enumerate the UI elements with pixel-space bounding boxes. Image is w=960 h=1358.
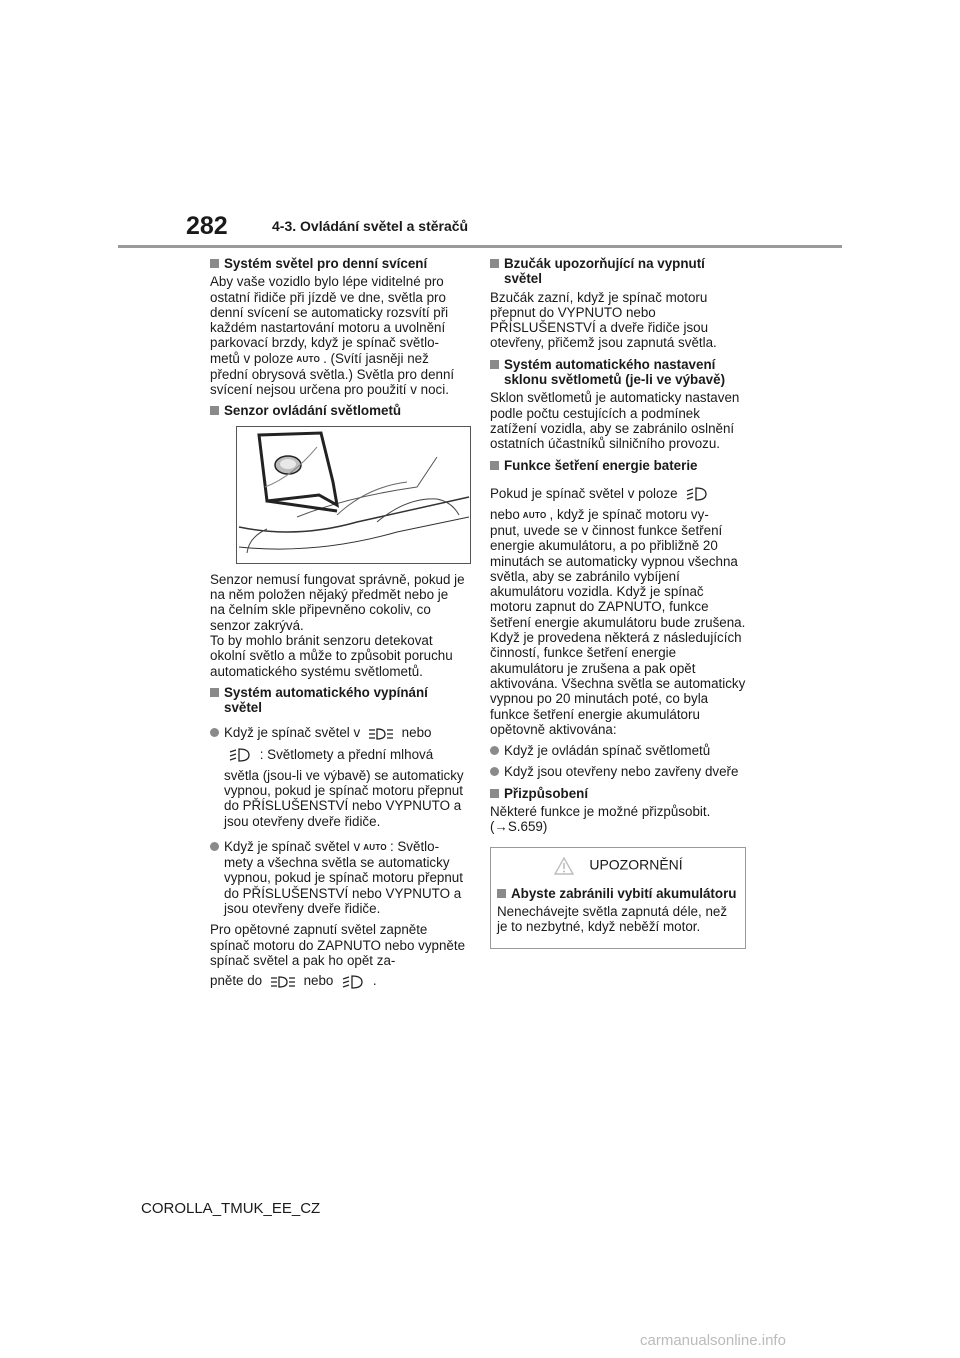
section-heading: Senzor ovládání světlometů xyxy=(210,403,466,418)
list-item: Když je spínač světel v AUTO : Světlo- mety a všechna světla se automaticky vypnou, pokud je spínač motoru přepnut do PŘÍSLUŠENSTVÍ nebo VYPNUTO a jsou otevřeny dveře řidiče. xyxy=(210,839,466,916)
auto-icon: AUTO xyxy=(363,842,387,852)
paragraph: Aby vaše vozidlo bylo lépe viditelné pro ostatní řidiče při jízdě ve dne, světla pro denní svícení se automaticky rozsvítí při každém nastartování motoru a uvolnění parkovací brzdy, když je spínač světlo- metů v poloze AUTO . (Svítí jasněji než přední obrysová světla.) Světla pro denní svícení nejsou určena pro použití v noci. xyxy=(210,274,455,398)
paragraph: Bzučák zazní, když je spínač motoru přepnut do VYPNUTO nebo PŘÍSLUŠENSTVÍ a dveře řidiče jsou otevřeny, přičemž jsou zapnutá světla. xyxy=(490,289,717,351)
low-beam-icon xyxy=(684,486,710,502)
list-item: Když jsou otevřeny nebo zavřeny dveře xyxy=(490,764,746,779)
paragraph: Pokud je spínač světel v poloze nebo AUTO , když je spínač motoru vy- pnut, uvede se v činnost funkce šetření energie akumulátoru, a po přibližně 20 minutách se automaticky vypnou všechna světla, aby se zabránilo vybíjení akumulátoru vozidla. Když je spínač motoru zapnut do ZAPNUTO, funkce šetření energie akumulátoru bude zrušena. Když je provedena některá z následujících činností, funkce šetření energie akumulátoru je zrušena a pak opět aktivována. Všechna světla se automaticky vypnou po 20 minutách poté, co byla funkce šetření energie akumulátoru opětovně aktivována: xyxy=(490,485,746,737)
paragraph: Senzor nemusí fungovat správně, pokud je na něm položen nějaký předmět nebo je na čelním skle připevněno cokoliv, co senzor zakrývá. xyxy=(210,571,465,633)
paragraph: Některé funkce je možné přizpůsobit. (→S.659) xyxy=(490,804,711,835)
windshield-sensor-illustration xyxy=(236,426,471,564)
page-reference-link[interactable]: (→S.659) xyxy=(490,819,548,835)
caution-heading: Abyste zabránili vybití akumulátoru xyxy=(497,886,739,901)
footer-code: COROLLA_TMUK_EE_CZ xyxy=(141,1200,321,1217)
paragraph: To by mohlo bránit senzoru detekovat okolní světlo a může to způsobit poruchu automatického systému světlometů. xyxy=(210,632,453,679)
auto-icon: AUTO xyxy=(296,354,321,364)
caution-text: Nenechávejte světla zapnutá déle, než je to nezbytné, když neběží motor. xyxy=(497,903,728,935)
low-beam-icon xyxy=(340,974,366,990)
section-heading: Systém automatického nastavení sklonu světlometů (je-li ve výbavě) xyxy=(490,357,746,388)
chapter-title: 4-3. Ovládání světel a stěračů xyxy=(272,218,469,234)
section-heading: Bzučák upozorňující na vypnutí světel xyxy=(490,256,746,287)
auto-icon: AUTO xyxy=(522,510,547,520)
paragraph: Sklon světlometů je automaticky nastaven podle počtu cestujících a podmínek zatížení vozidla, aby se zabránilo oslnění ostatních účastníků silničního provozu. xyxy=(490,390,740,452)
header-rule xyxy=(118,245,842,248)
list-item: Když je spínač světel v nebo : Světlomety a přední mlhová světla (jsou-li ve výbavě) se automaticky vypnou, pokud je spínač motoru přepnut do PŘÍSLUŠENSTVÍ nebo VYPNUTO a jsou otevřeny dveře řidiče. xyxy=(210,725,466,829)
warning-triangle-icon xyxy=(553,856,575,876)
caution-title: UPOZORNĚNÍ xyxy=(491,848,745,886)
section-heading: Funkce šetření energie baterie xyxy=(490,458,746,473)
headlight-icon xyxy=(367,726,395,742)
section-heading: Přizpůsobení xyxy=(490,786,746,801)
list-item: Když je ovládán spínač světlometů xyxy=(490,743,746,758)
paragraph: Pro opětovné zapnutí světel zapněte spínač motoru do ZAPNUTO nebo vypněte spínač světel a pak ho opět za- pněte do nebo . xyxy=(210,922,466,989)
section-heading: Systém světel pro denní svícení xyxy=(210,256,466,271)
right-column xyxy=(490,256,746,949)
watermark: carmanualsonline.info xyxy=(640,1332,786,1349)
low-beam-icon xyxy=(227,747,253,763)
page-number: 282 xyxy=(186,212,228,240)
caution-box xyxy=(490,847,746,950)
headlight-icon xyxy=(269,974,297,990)
left-column xyxy=(210,256,466,1000)
section-heading: Systém automatického vypínání světel xyxy=(210,685,466,716)
